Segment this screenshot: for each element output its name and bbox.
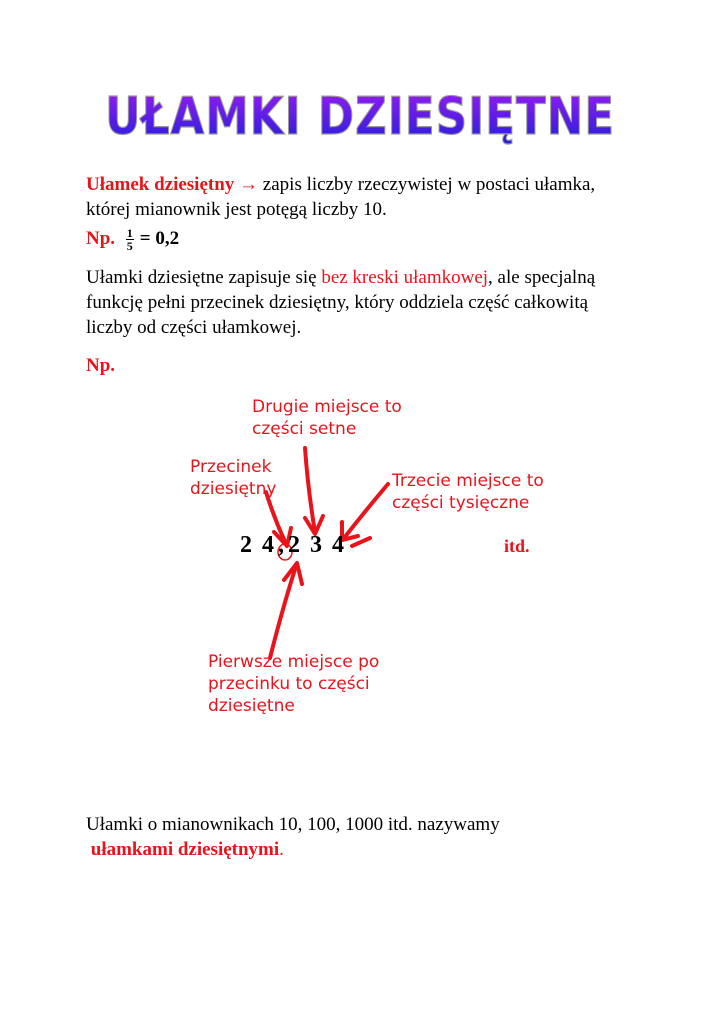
title-text: UŁAMKI DZIESIĘTNE xyxy=(105,87,615,147)
explanation-line-3: liczby od części ułamkowej. xyxy=(86,317,302,338)
arrow-third-place xyxy=(344,484,388,538)
digit-3: 3 xyxy=(310,532,324,558)
page-title xyxy=(60,82,660,152)
explanation-line-2: funkcję pełni przecinek dziesiętny, który oddziela część całkowitą xyxy=(86,292,589,313)
callout-comma-line-1: Przecinek xyxy=(190,457,272,477)
explanation-highlight: bez kreski ułamkowej xyxy=(321,267,489,288)
example-1-label: Np. xyxy=(86,228,116,249)
etc-label: itd. xyxy=(504,536,530,556)
explanation-part-2: , ale specjalną xyxy=(488,267,596,288)
example-1 xyxy=(86,224,646,254)
decimal-comma: , xyxy=(278,532,286,558)
fraction xyxy=(126,227,134,252)
right-arrow-icon: → xyxy=(239,174,259,195)
callout-second-line-1: Drugie miejsce to xyxy=(252,397,402,417)
fraction-denominator: 5 xyxy=(126,239,133,254)
callout-comma xyxy=(190,456,276,500)
decimal-number xyxy=(240,532,346,559)
closing-period: . xyxy=(279,839,284,860)
digit-4: 4 xyxy=(262,532,276,558)
callout-third-place xyxy=(392,470,544,514)
callout-first-line-1: Pierwsze miejsce po xyxy=(208,652,380,672)
closing-line-1: Ułamki o mianownikach 10, 100, 1000 itd. nazywamy xyxy=(86,814,500,835)
definition-text-2: której mianownik jest potęgą liczby 10. xyxy=(86,199,387,220)
digit-4-fraction: 4 xyxy=(332,532,346,558)
title-wordart xyxy=(60,82,660,152)
decimal-diagram xyxy=(0,380,724,740)
callout-first-line-3: dziesiętne xyxy=(208,696,295,716)
digit-2-fraction: 2 xyxy=(288,532,302,558)
digit-2: 2 xyxy=(240,532,254,558)
explanation-paragraph xyxy=(86,265,646,340)
definition-term: Ułamek dziesiętny xyxy=(86,174,235,195)
callout-second-place xyxy=(252,396,402,440)
explanation-part-1: Ułamki dziesiętne zapisuje się xyxy=(86,267,322,288)
callout-third-line-1: Trzecie miejsce to xyxy=(392,471,544,491)
example-1-result: = 0,2 xyxy=(139,228,180,249)
callout-comma-line-2: dziesiętny xyxy=(190,479,277,499)
callout-first-place xyxy=(208,651,379,717)
closing-paragraph xyxy=(86,812,646,862)
definition-paragraph xyxy=(86,172,646,222)
callout-second-line-2: części setne xyxy=(252,419,357,439)
definition-text-1: zapis liczby rzeczywistej w postaci ułamka, xyxy=(262,174,596,195)
callout-third-line-2: części tysięczne xyxy=(392,493,530,513)
closing-term: ułamkami dziesiętnymi xyxy=(90,839,280,860)
trailing-stroke xyxy=(352,538,370,546)
callout-first-line-2: przecinku to części xyxy=(208,674,370,694)
fraction-numerator: 1 xyxy=(126,226,133,241)
example-2-label: Np. xyxy=(86,355,116,376)
